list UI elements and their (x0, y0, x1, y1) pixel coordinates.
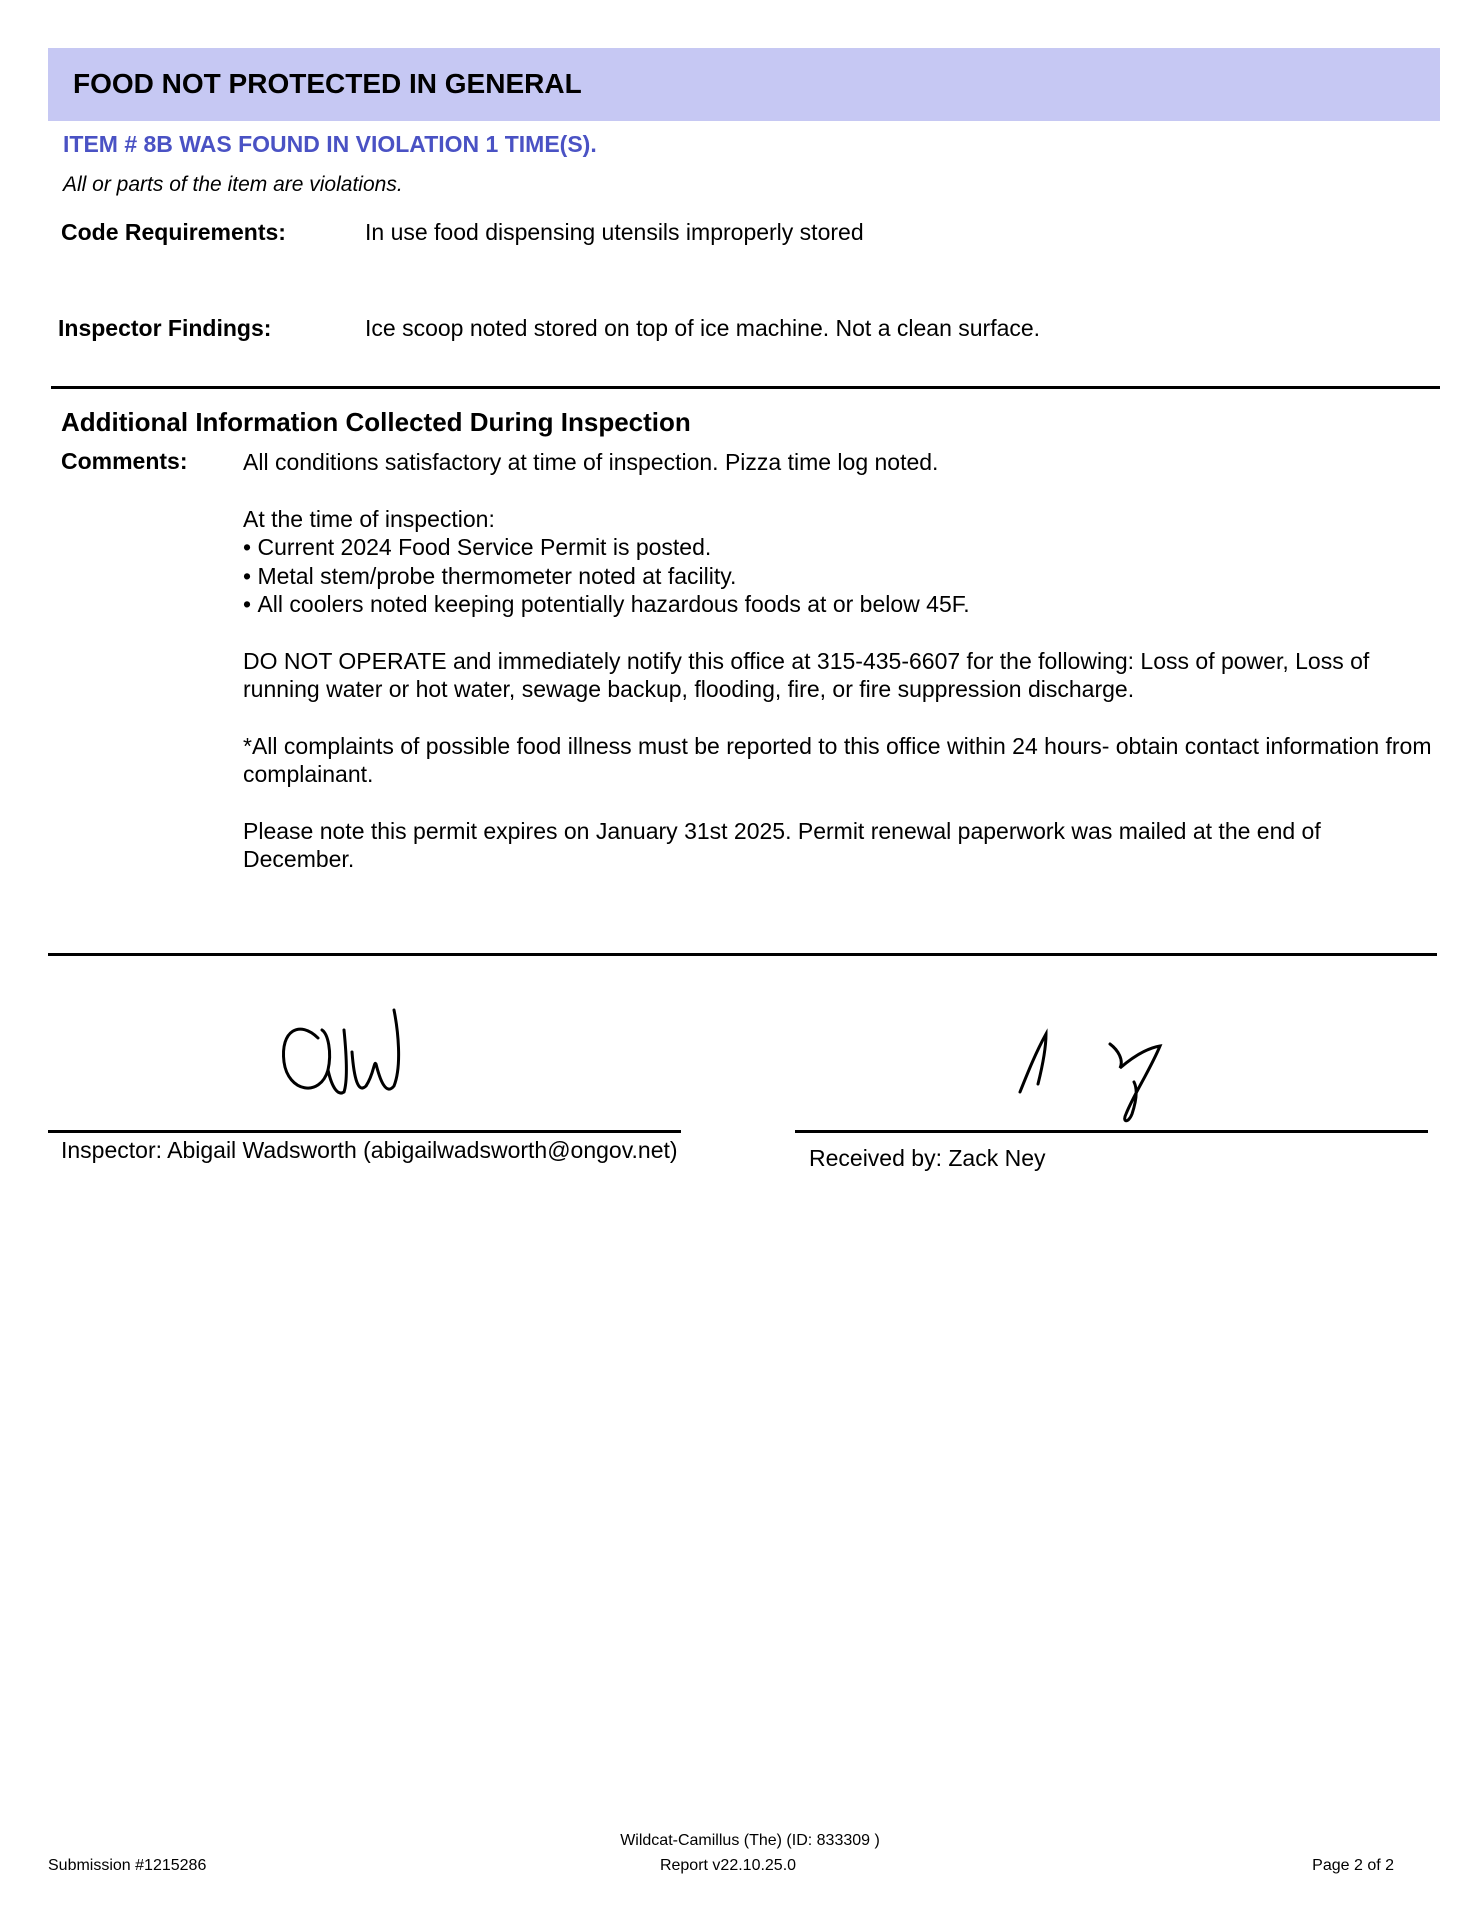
inspector-findings-value: Ice scoop noted stored on top of ice machine. Not a clean surface. (365, 315, 1041, 341)
section-divider (51, 386, 1440, 389)
signature-section-divider (48, 953, 1437, 956)
code-requirements-value: In use food dispensing utensils improperly stored (365, 219, 864, 245)
footer-page-number: Page 2 of 2 (1312, 1857, 1394, 1874)
footer-establishment: Wildcat-Camillus (The) (ID: 833309 ) (620, 1832, 880, 1849)
comment-paragraph: Please note this permit expires on January 31st 2025. Permit renewal paperwork was mailed at the end of December. (243, 817, 1321, 872)
comment-bullet-list (243, 533, 1433, 619)
footer-submission: Submission #1215286 (48, 1857, 207, 1874)
comment-paragraph: All conditions satisfactory at time of inspection. Pizza time log noted. (243, 449, 939, 475)
comments-body (243, 448, 1433, 902)
comments-label: Comments: (61, 448, 188, 474)
comment-intro: At the time of inspection: (243, 505, 495, 532)
comment-bullet: • Current 2024 Food Service Permit is posted. (243, 533, 1433, 562)
inspector-caption: Inspector: Abigail Wadsworth (abigailwadsworth@ongov.net) (61, 1137, 678, 1163)
comment-bullet: • All coolers noted keeping potentially hazardous foods at or below 45F. (243, 590, 1433, 619)
inspector-signature-image (270, 1000, 440, 1110)
inspector-findings-label: Inspector Findings: (58, 315, 272, 341)
comment-paragraph: *All complaints of possible food illness must be reported to this office within 24 hours- obtain contact information from complainant. (243, 732, 1432, 787)
received-by-caption: Received by: Zack Ney (809, 1145, 1046, 1171)
inspector-signature-line (48, 1130, 681, 1133)
comment-bullet: • Metal stem/probe thermometer noted at facility. (243, 562, 1433, 591)
comment-paragraph: DO NOT OPERATE and immediately notify this office at 315-435-6607 for the following: Loss of power, Loss of running water or hot water, sewage backup, flooding, fire, or fire suppression discharge. (243, 647, 1370, 702)
additional-info-title: Additional Information Collected During Inspection (61, 407, 691, 437)
violation-note: All or parts of the item are violations. (63, 173, 403, 196)
recipient-signature-image (1010, 1020, 1190, 1130)
code-requirements-label: Code Requirements: (61, 219, 286, 245)
section-title: FOOD NOT PROTECTED IN GENERAL (73, 68, 582, 99)
footer-report-version: Report v22.10.25.0 (659, 1857, 797, 1874)
violation-count-line: ITEM # 8B WAS FOUND IN VIOLATION 1 TIME(S). (63, 131, 597, 157)
recipient-signature-line (795, 1130, 1428, 1133)
